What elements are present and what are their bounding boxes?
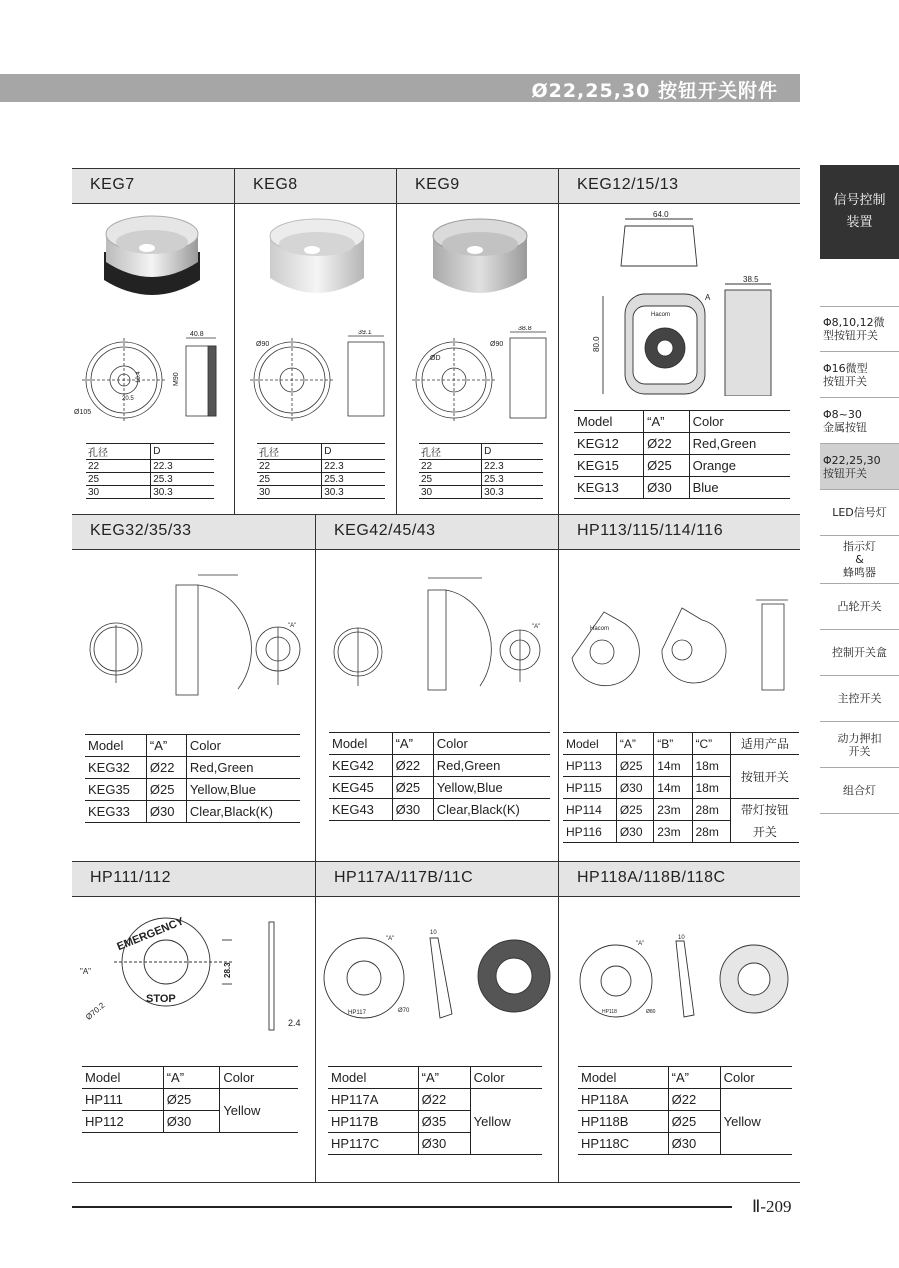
side-nav-item-micro-16[interactable]	[820, 352, 899, 398]
side-nav-item-label: Φ8~30	[823, 407, 862, 421]
table-header: “B”	[654, 733, 692, 755]
hp118-model-label: HP118	[602, 1009, 617, 1015]
hp111-thickness-label: 2.4	[288, 1018, 301, 1028]
table-cell: KEG42	[329, 755, 392, 777]
keg12-width-label: 64.0	[653, 210, 669, 219]
table-header: “C”	[692, 733, 730, 755]
table-cell: 25	[86, 473, 151, 486]
table-cell: 23m	[654, 799, 692, 821]
table-cell: Yellow,Blue	[433, 777, 550, 799]
table-cell: Yellow,Blue	[186, 779, 300, 801]
grid-divider	[72, 896, 800, 897]
table-cell: 25.3	[482, 473, 543, 486]
side-nav-item-label: 金属按钮	[823, 420, 867, 434]
table-cell: Ø30	[616, 777, 653, 799]
hp117-thickness-label: 10	[430, 930, 437, 936]
keg7-diameter-label: Ø105	[74, 409, 92, 416]
table-cell: HP118B	[578, 1111, 668, 1133]
keg7-length-label: 10.4	[136, 371, 142, 383]
table-header: Color	[433, 733, 550, 755]
table-cell: 22	[257, 460, 322, 473]
table-cell: HP117B	[328, 1111, 418, 1133]
hp118-technical-drawing	[576, 933, 792, 1023]
table-cell: 22	[419, 460, 482, 473]
brand-logo: Hacom	[651, 312, 671, 318]
table-header: Color	[470, 1067, 542, 1089]
table-header: 孔径	[257, 444, 322, 460]
table-cell: KEG33	[85, 801, 146, 823]
emergency-label: EMERGENCY	[115, 915, 186, 954]
grid-divider	[72, 549, 800, 550]
keg9-product-photo	[425, 212, 535, 307]
table-cell: Ø25	[644, 455, 689, 477]
side-nav-active-line2: 装置	[846, 215, 873, 230]
table-header: D	[151, 444, 214, 460]
table-cell: KEG45	[329, 777, 392, 799]
side-nav-item-label: 按钮开关	[823, 374, 867, 388]
hp118-thickness-label: 10	[678, 935, 685, 941]
section-title-keg12: KEG12/15/13	[559, 169, 800, 203]
hp117-a-label: "A"	[386, 936, 395, 942]
table-cell: 25.3	[322, 473, 385, 486]
hp111-spec-table	[82, 1066, 298, 1133]
grid-divider	[234, 168, 235, 514]
side-nav-item-master-switch[interactable]	[820, 676, 899, 722]
table-cell: 30	[257, 486, 322, 499]
hp118-a-label: "A"	[636, 941, 645, 947]
table-cell: 30.3	[151, 486, 214, 499]
table-header: 适用产品	[730, 733, 799, 755]
keg12-technical-drawing	[585, 206, 785, 396]
table-cell: Blue	[689, 477, 790, 499]
table-cell: Yellow	[470, 1089, 542, 1155]
hp118-spec-table	[578, 1066, 792, 1155]
section-title-hp117: HP117A/117B/11C	[316, 862, 558, 896]
keg12-depth-label: 38.5	[743, 275, 759, 284]
table-cell: 18m	[692, 777, 730, 799]
keg8-technical-drawing	[240, 330, 390, 430]
table-cell: Ø25	[668, 1111, 720, 1133]
hp118-diameter-label: Ø80	[646, 1009, 656, 1015]
table-cell: 23m	[654, 821, 692, 843]
hp113-spec-table	[563, 732, 799, 843]
grid-divider	[558, 168, 559, 1182]
table-cell: KEG12	[574, 433, 644, 455]
side-nav-item-label: 型按钮开关	[823, 329, 878, 342]
side-nav-item-label: 按钮开关	[823, 466, 867, 480]
side-nav-item-label: &	[855, 553, 864, 566]
section-title-keg8: KEG8	[235, 169, 396, 203]
table-cell: 带灯按钮	[730, 799, 799, 821]
table-cell: Ø25	[616, 799, 653, 821]
keg9-d-label: ØD	[430, 355, 441, 362]
table-cell: 14m	[654, 755, 692, 777]
table-cell: 28m	[692, 799, 730, 821]
table-header: Model	[328, 1067, 418, 1089]
table-cell: Clear,Black(K)	[186, 801, 300, 823]
side-nav-item-led-lamp[interactable]	[820, 490, 899, 536]
table-cell: 30	[419, 486, 482, 499]
side-nav-item-label: 控制开关盒	[832, 646, 887, 659]
grid-divider	[72, 203, 800, 204]
grid-divider	[72, 168, 800, 169]
table-cell: 25	[257, 473, 322, 486]
side-nav-item-label: 开关	[848, 744, 871, 758]
side-nav-item-metal-button[interactable]	[820, 398, 899, 444]
side-nav-item-label: Φ22,25,30	[823, 453, 881, 467]
table-cell: HP117A	[328, 1089, 418, 1111]
table-header: 孔径	[419, 444, 482, 460]
table-cell: Ø22	[146, 757, 186, 779]
grid-divider	[72, 514, 800, 515]
side-nav-active-line1: 信号控制	[833, 193, 886, 208]
keg8-diameter-label: Ø90	[256, 341, 270, 348]
section-title-hp113: HP113/115/114/116	[559, 515, 800, 549]
keg7-product-photo	[92, 212, 212, 312]
hp111-a-label: "A"	[80, 967, 92, 976]
table-cell: HP118C	[578, 1133, 668, 1155]
table-cell: 14m	[654, 777, 692, 799]
table-header: Model	[574, 411, 644, 433]
table-cell: Clear,Black(K)	[433, 799, 550, 821]
hp117-technical-drawing	[322, 928, 552, 1023]
table-cell: HP114	[563, 799, 616, 821]
table-cell: Yellow	[220, 1089, 298, 1133]
side-nav-item-label: 主控开关	[837, 692, 882, 705]
side-nav-item-label: 蜂鸣器	[843, 566, 876, 579]
table-header: “A”	[668, 1067, 720, 1089]
table-header: Color	[689, 411, 790, 433]
table-cell: Red,Green	[433, 755, 550, 777]
side-nav-item-label: 指示灯	[843, 540, 876, 553]
grid-divider	[72, 861, 800, 862]
section-title-hp111: HP111/112	[72, 862, 315, 896]
table-header: “A”	[163, 1067, 220, 1089]
table-header: Model	[82, 1067, 163, 1089]
table-cell: 22.3	[482, 460, 543, 473]
side-nav-item-micro-8-10-12[interactable]	[820, 306, 899, 352]
keg8-hole-table	[257, 443, 385, 499]
table-cell: Ø25	[163, 1089, 220, 1111]
keg12-height-label: 80.0	[592, 336, 601, 352]
keg9-technical-drawing	[402, 326, 552, 430]
table-cell: 28m	[692, 821, 730, 843]
table-header: Color	[720, 1067, 792, 1089]
section-title-keg7: KEG7	[72, 169, 234, 203]
table-cell: HP112	[82, 1111, 163, 1133]
table-cell: KEG35	[85, 779, 146, 801]
section-title-hp118: HP118A/118B/118C	[559, 862, 800, 896]
hp117-diameter-label: Ø70	[398, 1008, 410, 1014]
table-cell: Ø22	[392, 755, 433, 777]
hp117-spec-table	[328, 1066, 542, 1155]
keg42-spec-table	[329, 732, 550, 821]
keg12-a-label: A	[705, 293, 711, 302]
table-cell: HP118A	[578, 1089, 668, 1111]
side-nav-item-label: 动力押扣	[837, 731, 882, 745]
table-cell: 30	[86, 486, 151, 499]
hp113-brand-logo: Hacom	[590, 626, 610, 632]
table-cell: Ø25	[392, 777, 433, 799]
table-cell: 25.3	[151, 473, 214, 486]
section-title-keg32: KEG32/35/33	[72, 515, 315, 549]
table-cell: 30.3	[322, 486, 385, 499]
keg9-diameter-label: Ø90	[490, 341, 504, 348]
table-cell: Ø30	[644, 477, 689, 499]
table-cell: Ø22	[418, 1089, 470, 1111]
table-cell: Ø25	[146, 779, 186, 801]
grid-divider	[396, 168, 397, 514]
table-header: D	[482, 444, 543, 460]
table-cell: HP116	[563, 821, 616, 843]
hp111-technical-drawing	[74, 912, 310, 1040]
table-cell: Ø30	[616, 821, 653, 843]
table-cell: 30.3	[482, 486, 543, 499]
svg-text:"A": "A"	[288, 623, 297, 629]
side-nav-item-control-box[interactable]	[820, 630, 899, 676]
stop-label: STOP	[146, 993, 176, 1005]
side-nav-item-label: LED信号灯	[832, 506, 887, 519]
keg9-width-label: 38.8	[518, 326, 532, 332]
table-header: D	[322, 444, 385, 460]
table-header: 孔径	[86, 444, 151, 460]
keg7-hole-table	[86, 443, 214, 499]
table-header: Color	[186, 735, 300, 757]
side-nav-item-22-25-30[interactable]	[820, 444, 899, 490]
keg8-product-photo	[262, 212, 372, 307]
side-nav-item-power-push[interactable]	[820, 722, 899, 768]
table-cell: KEG32	[85, 757, 146, 779]
table-header: “A”	[644, 411, 689, 433]
table-header: Model	[578, 1067, 668, 1089]
table-cell: KEG15	[574, 455, 644, 477]
hp113-technical-drawing	[562, 594, 798, 710]
table-cell: Ø30	[392, 799, 433, 821]
page-title: Ø22,25,30 按钮开关附件	[531, 80, 778, 102]
table-cell: HP111	[82, 1089, 163, 1111]
side-nav-item-label: Φ8,10,12微	[823, 316, 885, 329]
footer-rule	[72, 1206, 732, 1208]
side-nav-item-label: Φ16微型	[823, 361, 868, 375]
page-number: Ⅱ-209	[752, 1197, 792, 1216]
side-nav-item-cam-switch[interactable]	[820, 584, 899, 630]
table-header: “A”	[418, 1067, 470, 1089]
table-cell: Ø22	[668, 1089, 720, 1111]
table-header: “A”	[616, 733, 653, 755]
table-cell: 开关	[730, 821, 799, 843]
hp111-diameter-label: Ø70.2	[83, 1000, 107, 1022]
side-nav-item-label: 凸轮开关	[837, 600, 882, 613]
table-cell: Ø35	[418, 1111, 470, 1133]
side-nav-item-combo-light[interactable]	[820, 768, 899, 814]
page-header-band	[0, 74, 800, 102]
table-cell: Red,Green	[689, 433, 790, 455]
table-cell: 18m	[692, 755, 730, 777]
svg-text:"A": "A"	[532, 624, 541, 630]
table-header: Color	[220, 1067, 298, 1089]
side-nav-item-label: 组合灯	[843, 784, 876, 797]
table-cell: HP117C	[328, 1133, 418, 1155]
keg7-technical-drawing	[74, 328, 232, 438]
section-title-keg42: KEG42/45/43	[316, 515, 558, 549]
table-cell: Ø30	[418, 1133, 470, 1155]
keg7-width-label: 40.8	[190, 331, 204, 338]
keg9-hole-table	[419, 443, 543, 499]
table-cell: Ø30	[163, 1111, 220, 1133]
table-header: “A”	[392, 733, 433, 755]
keg7-m-label: M90	[173, 372, 180, 386]
table-cell: Orange	[689, 455, 790, 477]
table-cell: Ø30	[146, 801, 186, 823]
table-cell: Red,Green	[186, 757, 300, 779]
hp117-model-label: HP117	[348, 1010, 366, 1016]
table-cell: 22.3	[151, 460, 214, 473]
table-cell: Ø22	[644, 433, 689, 455]
grid-divider	[315, 514, 316, 1182]
table-header: “A”	[146, 735, 186, 757]
hp111-height-label: 28.3	[223, 962, 232, 978]
grid-divider	[72, 1182, 800, 1183]
table-cell: 22	[86, 460, 151, 473]
section-title-keg9: KEG9	[397, 169, 558, 203]
keg8-width-label: 39.1	[358, 330, 372, 336]
table-header: Model	[329, 733, 392, 755]
keg12-spec-table	[574, 410, 790, 499]
table-cell: KEG43	[329, 799, 392, 821]
table-cell: HP113	[563, 755, 616, 777]
table-cell: Ø25	[616, 755, 653, 777]
keg32-technical-drawing	[78, 565, 310, 710]
side-nav-active-category[interactable]	[820, 165, 899, 259]
keg32-spec-table	[85, 734, 300, 823]
side-nav-item-indicator-buzzer[interactable]	[820, 536, 899, 584]
table-header: Model	[563, 733, 616, 755]
keg7-radius-label: 20.5	[122, 396, 134, 402]
table-cell: 按钮开关	[730, 755, 799, 799]
table-cell: 25	[419, 473, 482, 486]
table-cell: Yellow	[720, 1089, 792, 1155]
table-cell: KEG13	[574, 477, 644, 499]
table-header: Model	[85, 735, 146, 757]
table-cell: HP115	[563, 777, 616, 799]
table-cell: 22.3	[322, 460, 385, 473]
table-cell: Ø30	[668, 1133, 720, 1155]
keg42-technical-drawing	[320, 568, 552, 710]
